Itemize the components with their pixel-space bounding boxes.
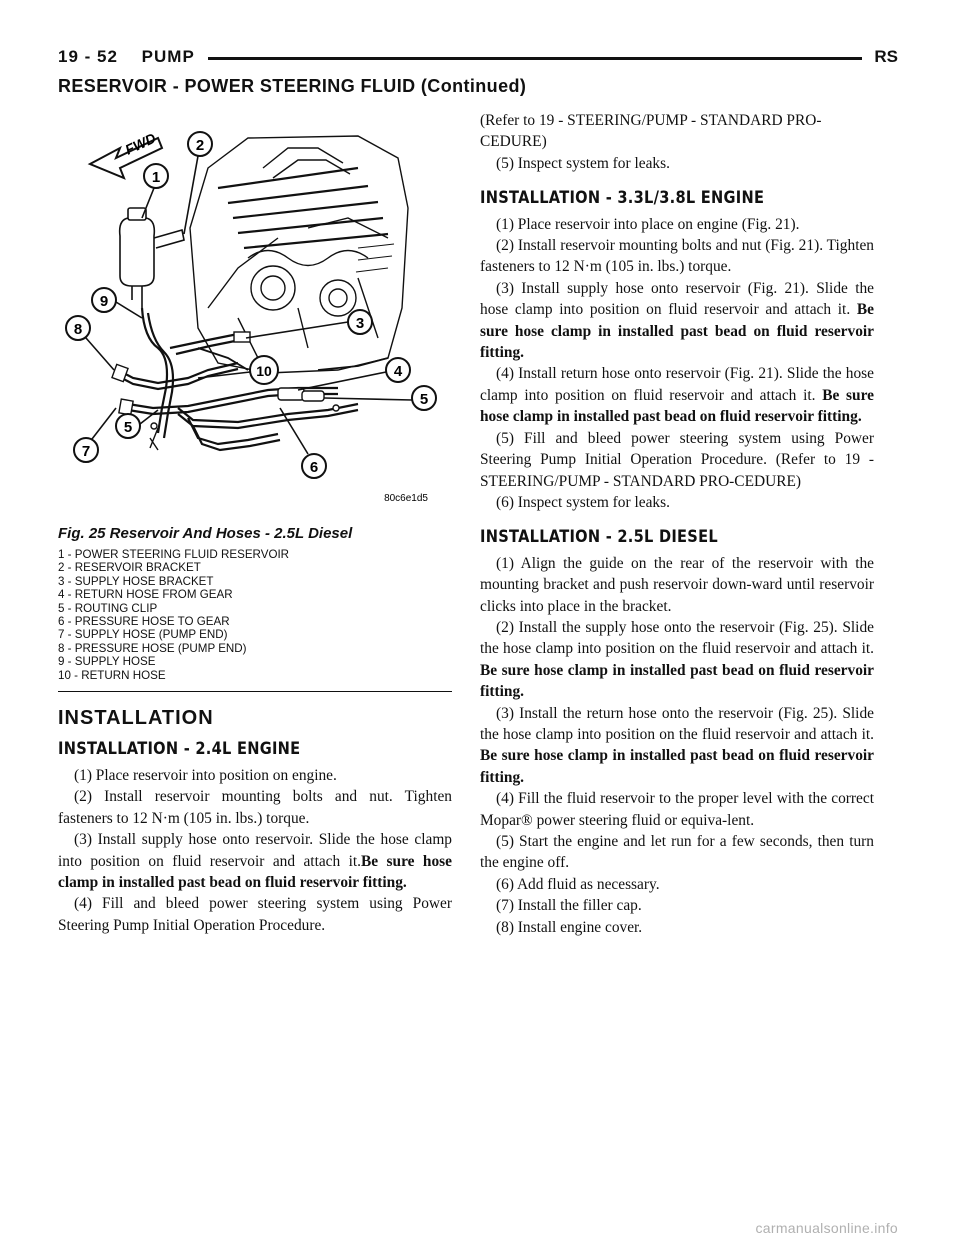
figure-image-id: 80c6e1d5 (384, 493, 428, 504)
svg-text:10: 10 (256, 363, 272, 379)
reservoir-drawing (120, 208, 184, 308)
figure-25 (58, 108, 452, 520)
legend-item: 9 - SUPPLY HOSE (58, 655, 156, 669)
step-33-3: (3) Install supply hose onto reservoir (Fig. 21). Slide the hose clamp into position on fluid reservoir and attach it. Be sure hose clamp in installed past bead on fluid reservoir fitting. (480, 279, 874, 362)
clips-drawing (112, 332, 339, 450)
left-column (58, 108, 452, 936)
legend-item: 2 - RESERVOIR BRACKET (58, 561, 201, 575)
legend-item: 6 - PRESSURE HOSE TO GEAR (58, 615, 230, 629)
step-diesel-7: (7) Install the filler cap. (496, 897, 642, 915)
svg-text:9: 9 (99, 293, 109, 310)
model-code: RS (874, 47, 898, 66)
callout-7 (74, 408, 116, 462)
step-33-3-warning: Be sure hose clamp in installed past bead on fluid reservoir fitting. (480, 301, 874, 362)
page-number: 19 - 52 (58, 47, 118, 66)
callout-2 (184, 132, 212, 234)
chapter-name: PUMP (141, 47, 195, 66)
step-33-6: (6) Inspect system for leaks. (496, 493, 670, 511)
legend-item: 1 - POWER STEERING FLUID RESERVOIR (58, 548, 290, 561)
step-24-3: (3) Install supply hose onto reservoir. Slide the hose clamp into position on fluid reservoir and attach it.Be sure hose clamp in installed past bead on fluid reservoir fitting. (58, 831, 452, 891)
installation-33l-heading: INSTALLATION - 3.3L/3.8L ENGINE (480, 188, 765, 209)
step-33-4: (4) Install return hose onto reservoir (Fig. 21). Slide the hose clamp into position on fluid reservoir and attach it. Be sure hose clamp in installed past bead on fluid reservoir fitting. (480, 365, 874, 426)
svg-text:5: 5 (123, 419, 133, 436)
legend-item: 8 - PRESSURE HOSE (PUMP END) (58, 641, 247, 655)
watermark[interactable]: carmanualsonline.info (755, 1220, 898, 1236)
figure-legend (58, 548, 452, 682)
step-diesel-1: (1) Align the guide on the rear of the reservoir with the mounting bracket and push reservoir down-ward until reservoir clicks into place in the bracket. (480, 554, 874, 615)
callout-4 (298, 358, 410, 390)
step-diesel-6: (6) Add fluid as necessary. (496, 875, 660, 893)
section-title: RESERVOIR - POWER STEERING FLUID (Continued) (58, 76, 527, 96)
step-24-4-continued: (Refer to 19 - STEERING/PUMP - STANDARD PRO-CEDURE) (480, 112, 822, 151)
fwd-label: FWD (122, 129, 159, 158)
step-diesel-5: (5) Start the engine and let run for a few seconds, then turn the engine off. (480, 833, 874, 872)
step-diesel-3: (3) Install the return hose onto the reservoir (Fig. 25). Slide the hose clamp into position on the fluid reservoir and attach it. Be sure hose clamp in installed past bead on fluid reservoir fitting. (480, 704, 874, 786)
step-24-3-warning: Be sure hose clamp in installed past bead on fluid reservoir fitting. (58, 852, 452, 891)
installation-25l-diesel-heading: INSTALLATION - 2.5L DIESEL (480, 527, 718, 548)
installation-24l-heading: INSTALLATION - 2.4L ENGINE (58, 739, 301, 760)
svg-text:8: 8 (73, 321, 83, 338)
legend-item: 10 - RETURN HOSE (58, 668, 166, 682)
step-diesel-2: (2) Install the supply hose onto the reservoir (Fig. 25). Slide the hose clamp into position on the fluid reservoir and attach it. Be sure hose clamp in installed past bead on fluid reservoir fitting. (480, 618, 874, 701)
reservoir-hoses-illustration (58, 108, 452, 520)
step-diesel-2-warning: Be sure hose clamp in installed past bead on fluid reservoir fitting. (480, 661, 874, 701)
right-column (480, 110, 874, 938)
svg-text:1: 1 (151, 169, 161, 186)
step-33-2: (2) Install reservoir mounting bolts and nut (Fig. 21). Tighten fasteners to 12 N·m (105 in. lbs.) torque. (480, 237, 874, 276)
step-33-5: (5) Fill and bleed power steering system using Power Steering Pump Initial Operation Procedure. (Refer to 19 - STEERING/PUMP - STANDARD PRO-CEDURE) (480, 429, 874, 490)
step-24-4: (4) Fill and bleed power steering system using Power Steering Pump Initial Operation Procedure. (58, 895, 452, 934)
installation-heading: INSTALLATION (58, 707, 214, 730)
step-33-1: (1) Place reservoir into place on engine (Fig. 21). (496, 215, 800, 233)
svg-text:2: 2 (195, 137, 205, 154)
svg-text:5: 5 (419, 391, 429, 408)
legend-item: 3 - SUPPLY HOSE BRACKET (58, 574, 214, 588)
step-diesel-4: (4) Fill the fluid reservoir to the proper level with the correct Mopar® power steering fluid or equiva-lent. (480, 790, 874, 829)
header-rule (208, 57, 862, 60)
callout-3 (246, 310, 372, 338)
callout-1 (142, 164, 168, 218)
step-diesel-3-warning: Be sure hose clamp in installed past bead on fluid reservoir fitting. (480, 747, 874, 786)
page-header-left (58, 47, 195, 67)
callout-9 (92, 288, 142, 318)
legend-item: 5 - ROUTING CLIP (58, 601, 158, 615)
figure-divider (58, 691, 452, 692)
svg-text:7: 7 (81, 443, 91, 460)
step-24-1: (1) Place reservoir into position on engine. (74, 766, 337, 784)
legend-item: 4 - RETURN HOSE FROM GEAR (58, 588, 233, 602)
step-diesel-8: (8) Install engine cover. (496, 918, 643, 936)
svg-text:3: 3 (355, 315, 365, 332)
svg-text:6: 6 (309, 459, 319, 476)
step-24-2: (2) Install reservoir mounting bolts and nut. Tighten fasteners to 12 N·m (105 in. lbs.) torque. (58, 788, 452, 827)
step-33-4-warning: Be sure hose clamp in installed past bead on fluid reservoir fitting. (480, 386, 874, 426)
figure-caption: Fig. 25 Reservoir And Hoses - 2.5L Diesel (58, 525, 353, 542)
legend-item: 7 - SUPPLY HOSE (PUMP END) (58, 628, 228, 642)
svg-text:4: 4 (393, 363, 403, 380)
step-24-5: (5) Inspect system for leaks. (496, 154, 670, 172)
callout-8 (66, 316, 114, 370)
